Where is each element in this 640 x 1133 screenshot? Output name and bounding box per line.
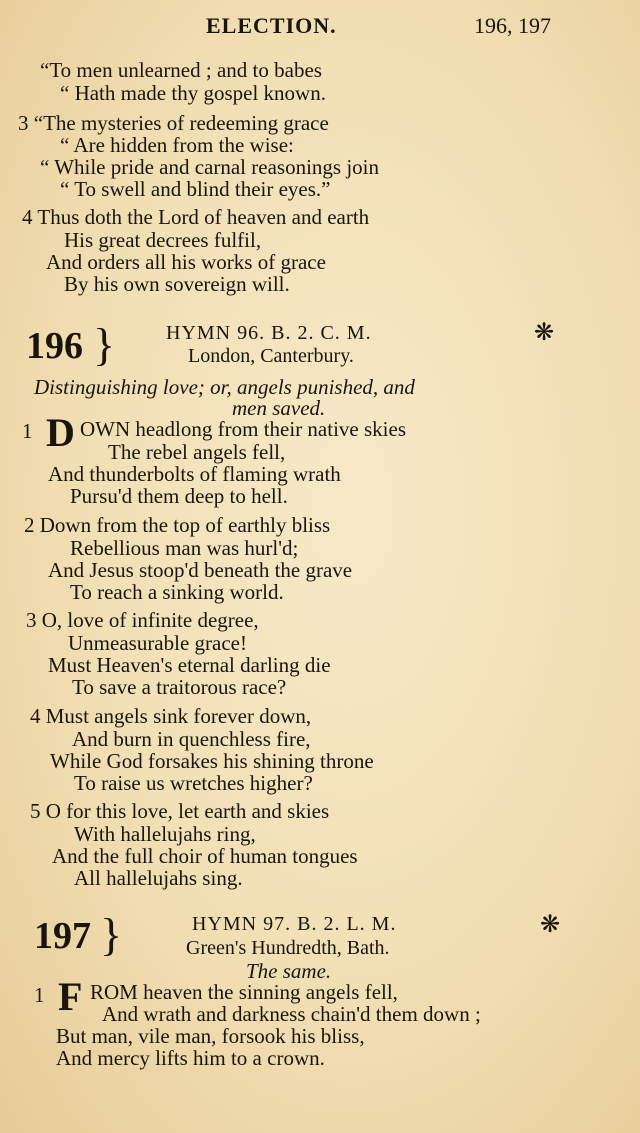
tune-names: London, Canterbury. [188,345,354,367]
verse-line: “ Hath made thy gospel known. [60,81,326,105]
verse-line: And mercy lifts him to a crown. [56,1046,325,1070]
verse-line: But man, vile man, forsook his bliss, [56,1024,365,1048]
hymn-subject: men saved. [232,396,326,420]
running-title: ELECTION. [206,13,337,38]
verse-line: “ While pride and carnal reasonings join [40,155,379,179]
page-numbers: 196, 197 [474,13,551,38]
tune-names: Green's Hundredth, Bath. [186,937,390,959]
hymn-heading: HYMN 96. B. 2. C. M. [166,322,372,344]
brace-glyph: } [93,319,116,370]
verse-line: 4 Must angels sink forever down, [30,704,312,728]
hymn-subject: Distinguishing love; or, angels punished, and [34,375,415,399]
verse-line: 4 Thus doth the Lord of heaven and earth [22,205,370,229]
verse-line: And thunderbolts of flaming wrath [48,462,341,486]
hymn-number: 197 [34,915,91,957]
verse-line: To save a traitorous race? [72,675,287,699]
verse-line: And burn in quenchless fire, [72,727,311,751]
verse-line: ROM heaven the sinning angels fell, [90,980,398,1004]
verse-line: With hallelujahs ring, [74,822,256,846]
verse-line: And wrath and darkness chain'd them down ; [102,1002,481,1026]
drop-cap: D [46,410,75,455]
verse-line: To raise us wretches higher? [74,771,313,795]
verse-line: “ To swell and blind their eyes.” [60,177,331,201]
verse-line: All hallelujahs sing. [74,866,243,890]
verse-line: The rebel angels fell, [108,440,286,464]
brace-glyph: } [100,909,123,960]
verse-line: By his own sovereign will. [64,272,290,296]
verse-line: 3 “The mysteries of redeeming grace [18,111,329,135]
verse-line: And Jesus stoop'd beneath the grave [48,558,353,582]
hymn-subject: The same. [246,959,332,983]
verse-line: 2 Down from the top of earthly bliss [24,513,331,537]
ornament-icon: ❋ [534,320,555,346]
verse-number: 1 [22,419,33,443]
verse-line: 5 O for this love, let earth and skies [30,799,330,823]
verse-line: OWN headlong from their native skies [80,417,406,441]
verse-line: And the full choir of human tongues [52,844,358,868]
verse-line: “ Are hidden from the wise: [60,133,294,157]
drop-cap: F [58,974,83,1019]
verse-line: 3 O, love of infinite degree, [26,608,259,632]
verse-line: “To men unlearned ; and to babes [40,58,322,82]
verse-line: Rebellious man was hurl'd; [70,536,299,560]
hymn-number: 196 [26,325,83,367]
verse-line: Pursu'd them deep to hell. [70,484,288,508]
verse-line: Unmeasurable grace! [68,631,247,655]
verse-line: Must Heaven's eternal darling die [48,653,331,677]
hymn-heading: HYMN 97. B. 2. L. M. [192,913,397,935]
verse-number: 1 [34,983,45,1007]
verse-line: And orders all his works of grace [46,250,326,274]
ornament-icon: ❋ [540,912,561,938]
verse-line: While God forsakes his shining throne [50,749,374,773]
verse-line: To reach a sinking world. [70,580,284,604]
verse-line: His great decrees fulfil, [64,228,262,252]
